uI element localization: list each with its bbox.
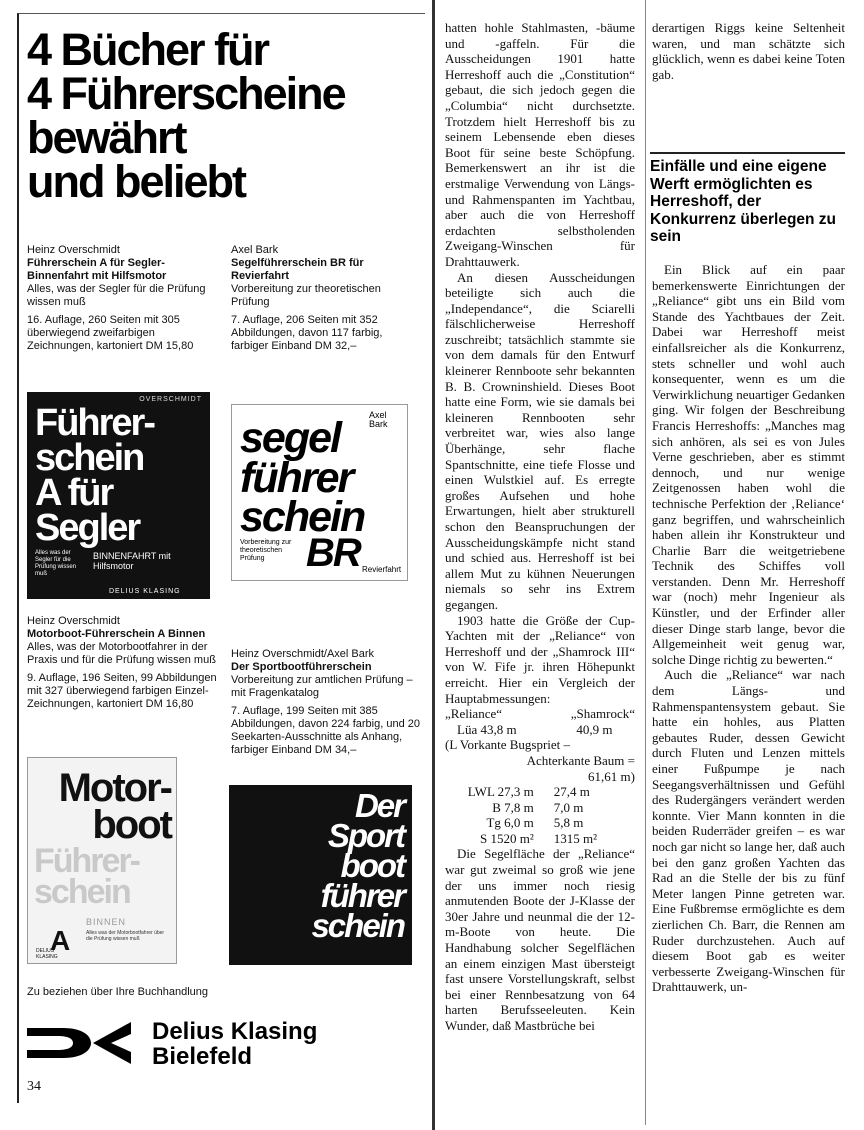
cover-title-line: boot [92, 802, 171, 847]
publisher-line: Bielefeld [152, 1043, 253, 1070]
cover-binnen: BINNEN [86, 917, 127, 927]
cover-tagline: Alles was der Segler für die Prüfung wissen muß [35, 550, 77, 577]
book-author: Heinz Overschmidt [27, 615, 120, 627]
cover-title-line: boot [340, 847, 404, 884]
table-cell: „Reliance“ [445, 706, 503, 722]
article-column-1 [445, 20, 635, 1034]
cover-title-line: schein [35, 436, 144, 479]
page-gutter [432, 0, 435, 1130]
cover-title-line: führer [240, 453, 353, 502]
table-row [445, 722, 635, 738]
cover-title-line: Motor- [58, 766, 171, 810]
cover-title-line: A für [35, 471, 113, 514]
article-paragraph: 1903 hatte die Größe der Cup-Yachten mit der „Reliance“ von Herreshoff und der „Shamrock III“ von W. Fife jr. ihren Höhepunkt erreicht. Hier ein Vergleich der Hauptabmessungen: [445, 612, 635, 706]
table-cell: 61,61 m) [588, 768, 635, 784]
headline-line: 4 Führerscheine [27, 68, 345, 119]
book-info-1 [27, 244, 217, 353]
table-row [445, 706, 635, 722]
table-cell: 40,9 m [576, 721, 613, 737]
book-info-2 [231, 244, 421, 353]
cover-br: BR [306, 531, 360, 575]
cover-publisher: DELIUS KLASING [36, 948, 58, 960]
table-row [445, 769, 635, 785]
table-cell: „Shamrock“ [570, 706, 635, 722]
cover-letter: A [50, 925, 69, 956]
article-paragraph: Die Segelfläche der „Reliance“ war gut zweimal so groß wie jene der uns immer noch riesig anmutenden Boote der J-Klasse der 30er Jahre und neunmal die der 12-m-Boote von heute. Die Handhabung solcher Segelflächen an einem einzigen Mast übersteigt fast unsere Vorstellungskraft, selbst bei einer Rennbesatzung von 64 harten Berufsseeleuten. Kein Wunder, daß Mastbrüche bei [445, 846, 635, 1033]
cover-author: Axel Bark [369, 410, 388, 429]
book-title: Segelführerschein BR für Revierfahrt [231, 257, 364, 282]
article-column-2 [652, 262, 845, 995]
book-description: Vorbereitung zur theoretischen Prüfung [231, 283, 381, 308]
cover-publisher: DELIUS KLASING [109, 588, 181, 595]
table-cell: Tg 6,0 m [486, 815, 534, 831]
book-title: Motorboot-Führerschein A Binnen [27, 628, 206, 640]
table-row [445, 831, 635, 847]
book-info-4 [231, 648, 421, 757]
headline-line: und beliebt [27, 156, 245, 207]
table-row [445, 800, 635, 816]
table-cell: S 1520 m² [480, 830, 534, 846]
publisher-line: Delius Klasing [152, 1018, 318, 1045]
cover-title-line: Sport [327, 817, 404, 854]
cover-brand: OVERSCHMIDT [139, 396, 202, 403]
cover-title-line: schein [34, 873, 130, 912]
table-cell: Achterkante Baum = [526, 752, 635, 768]
table-row [445, 753, 635, 769]
table-cell: 5,8 m [553, 815, 584, 831]
column-divider [645, 0, 646, 1125]
book-title: Führerschein A für Segler-Binnenfahrt mit Hilfsmotor [27, 257, 167, 282]
order-note: Zu beziehen über Ihre Buchhandlung [27, 986, 209, 998]
table-cell: 7,0 m [553, 799, 584, 815]
cover-title-line: Segler [35, 506, 140, 549]
article-paragraph: derartigen Riggs keine Seltenheit waren, und man schätzte sich glücklich, wenn es dabei keine Toten gab. [652, 20, 845, 82]
table-cell: 1315 m² [553, 830, 598, 846]
book-info-3 [27, 615, 222, 711]
cover-title [240, 414, 365, 542]
table-cell: 27,4 m [553, 784, 590, 800]
article-paragraph: Auch die „Reliance“ war nach dem Längs- und Rahmenspantensystem gebaut. Sie hatte ein hohles, aus Platten gebautes Ruder, dessen Gewicht durch Fluten und Lenzen mittels einer Fußpumpe je nach Seegangsverhältnissen und Gefühl des Rudergängers verändert werden konnte. Vier Mann konnten in die beiden Ruderräder greifen – es war noch gar nicht so lange her, daß auch bei den ganz großen Yachten das Rad an die Stelle der bis zu fünf Meter langen Pinne getreten war. Eine Fußbremse ermöglichte es dem zierlichen Ch. Barr, die Rennen am Ruder durchzustehen. Auch auf diesem Boot gab es weiter verbesserte Zweigang-Winschen für Drahttauwerk, un- [652, 667, 845, 995]
delius-klasing-logo [27, 1020, 137, 1066]
table-row [445, 737, 635, 753]
cover-title-line: segel [240, 414, 340, 462]
cover-subtitle: BINNENFAHRT mit Hilfsmotor [93, 551, 171, 571]
book-title: Der Sportbootführerschein [231, 661, 372, 673]
book-cover-segler-a [27, 392, 210, 599]
book-specs: 7. Auflage, 206 Seiten mit 352 Abbildungen, davon 117 farbig, farbiger Einband DM 32,– [231, 314, 383, 352]
dimensions-table [445, 706, 635, 846]
cover-ghost-title [34, 842, 139, 912]
table-cell: Lüa 43,8 m [457, 721, 517, 737]
article-paragraph: Ein Blick auf ein paar bemerkenswerte Einrichtungen der „Reliance“ gibt uns ein Bild vom Stande des Yachtbaues der Zeit. Dabei war Herreshoff meist einfallsreicher als die Konkurrenz, stets schneller und wohl auch konsequenter, wenn es um die Verwirklichung neuartiger Gedanken ging. Wir folgen der Beschreibung Francis Herreshoffs: „Manches mag sich anhören, als sei es von Jules Verne geschrieben, aber es stimmt dennoch, und nur wenige Zeitgenossen haben wohl die technische Perfektion der ‚Reliance‘ ganz begriffen, und wahrscheinlich haben allein ihr Konstrukteur und Charlie Barr die weitgetriebene Technik des Schiffes voll verstanden. Denn Mr. Herreshoff war (noch) mehr Ingenieur als Künstler, und der Erfinder aller dieser Dinge starb lange, bevor die Allgemeinheit weit genug war, solche Dinge richtig zu bewerten.“ [652, 262, 845, 667]
headline-line: bewährt [27, 112, 186, 163]
book-description: Alles, was der Segler für die Prüfung wissen muß [27, 283, 206, 308]
book-specs: 16. Auflage, 260 Seiten mit 305 überwiegend zweifarbigen Zeichnungen, kartoniert DM 15,80 [27, 314, 194, 352]
article-paragraph: hatten hohle Stahlmasten, -bäume und -gaffeln. Für die Ausscheidungen 1901 hatte Herreshoff auch die „Constitution“ gebaut, die sich jedoch gegen die „Columbia“ nicht durchsetzte. Trotzdem hielt Herreshoff bis zu seinem Lebensende eben dieses Boot für seine beste Schöpfung. Bemerkenswert an ihr ist die erstmalige Verwendung von Längs- und Rahmenspanten im Yachtbau, aber auch die von Herreshoff erdachten selbstholenden Zweigang-Winschen für Drahttauwerk. [445, 20, 635, 269]
book-author: Heinz Overschmidt/Axel Bark [231, 648, 375, 660]
headline-line: 4 Bücher für [27, 24, 269, 75]
article-paragraph: An diesen Ausscheidungen beteiligte sich auch die „Independance“, die Sciarelli fälschlicherweise Herreshoff zuschreibt; tatsächlich stammte sie von dem damals für den Entwurf kleinerer Rennboote sehr bekannten B. B. Crowninshield. Dieses Boot hatte eine Form, wie sie damals bei kleineren Rennbooten sehr verbreitet war, wies also lange Überhänge, sehr flache Spantschnitte, eine tiefe Flosse und einen Wulstkiel auf. Es erregte großes Aufsehen und hohe Erwartungen, hielt aber strukturell schon den Beanspruchungen der Ausscheidungskämpfe nicht stand und schied aus. Herreshoff ist bei allem Mut zu kühnen Neuerungen niemals so sehr ins Extrem gegangen. [445, 269, 635, 612]
cover-title [237, 787, 404, 944]
cover-subtitle: Revierfahrt [362, 565, 402, 574]
page-number: 34 [27, 1079, 41, 1094]
book-author: Axel Bark [231, 244, 279, 256]
book-specs: 9. Auflage, 196 Seiten, 99 Abbildungen mit 327 überwiegend farbigen Einzel-Zeichnungen, kartoniert DM 16,80 [27, 672, 217, 710]
table-row [445, 784, 635, 800]
dk-logo-icon [27, 1020, 137, 1066]
article-column-2-top [652, 20, 845, 82]
cover-title-line: Führer- [35, 402, 154, 444]
table-row [445, 815, 635, 831]
publisher-name [152, 1019, 317, 1069]
table-cell: LWL 27,3 m [467, 784, 534, 800]
cover-title-line: Führer- [34, 842, 139, 880]
cover-tagline: Alles was der Motorbootfahrer über die Prüfung wissen muß [86, 930, 165, 942]
book-cover-motorboot [27, 757, 177, 964]
book-cover-sportboot [229, 785, 412, 965]
cover-title-line: führer [320, 877, 404, 914]
cover-tagline: Vorbereitung zur theoretischen Prüfung [240, 539, 292, 562]
cover-title-line: Der [354, 787, 404, 824]
cover-title [46, 766, 171, 847]
book-cover-segel-br [231, 404, 408, 581]
cover-title [35, 402, 154, 549]
cover-title-line: schein [240, 493, 365, 542]
book-description: Vorbereitung zur amtlichen Prüfung – mit Fragenkatalog [231, 674, 413, 699]
article-subheading: Einfälle und eine eigene Werft ermöglichten es Herreshoff, der Konkurrenz überlegen zu sein [650, 152, 845, 246]
table-cell: (L Vorkante Bugspriet – [445, 737, 571, 753]
cover-title-line: schein [311, 907, 404, 944]
ad-headline [27, 24, 417, 207]
book-specs: 7. Auflage, 199 Seiten mit 385 Abbildungen, davon 224 farbig, und 20 Seekarten-Ausschnitte als Anhang, farbiger Einband DM 34,– [231, 705, 420, 756]
book-author: Heinz Overschmidt [27, 244, 120, 256]
book-description: Alles, was der Motorbootfahrer in der Praxis und für die Prüfung wissen muß [27, 641, 216, 666]
table-cell: B 7,8 m [492, 799, 534, 815]
